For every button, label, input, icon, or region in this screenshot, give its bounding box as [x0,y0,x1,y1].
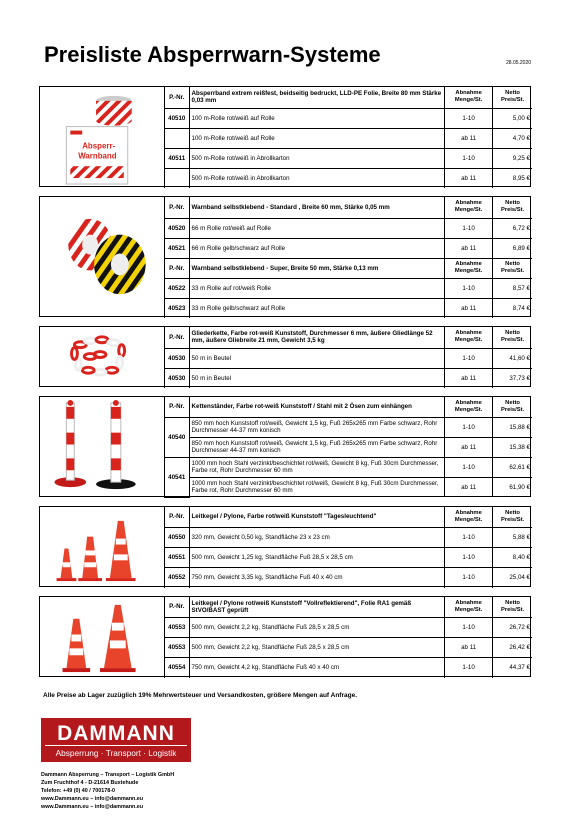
section-warning-tape [39,196,531,317]
logo-tagline: Absperrung · Transport · Logistik [55,748,177,758]
section-reflective-pylons [39,596,531,677]
table-row [165,148,533,168]
svg-text:Absperr-: Absperr- [82,141,116,151]
table-row [165,457,533,477]
price: 41,60 € [493,348,532,368]
pylons-image [40,507,164,586]
header-desc: Leitkegel / Pylone, Farbe rot/weiß Kunststoff "Tagesleuchtend" [189,507,445,527]
header-desc: Warnband selbstklebend - Super, Breite 50 mm, Stärke 0,13 mm [189,258,445,278]
header-nr: P.-Nr. [165,507,190,527]
price-table [164,597,532,678]
quantity: 1-10 [445,657,493,678]
price: 26,42 € [493,637,532,657]
product-number: 40554 [165,657,190,678]
quantity: 1-10 [445,617,493,637]
header-nr: P.-Nr. [165,327,190,348]
header-netto: Netto Preis/St. [493,397,532,417]
header-abnahme: Abnahme Menge/St. [445,597,493,617]
contact-phone: Telefon: +49 (0) 40 / 700178-0 [41,788,116,794]
price: 9,25 € [493,148,532,168]
header-abnahme: Abnahme Menge/St. [445,197,493,218]
quantity: ab 11 [445,238,493,258]
price: 15,38 € [493,437,532,457]
table-header-row [165,87,533,108]
header-desc: Kettenständer, Farbe rot-weiß Kunststoff / Stahl mit 2 Ösen zum einhängen [189,397,445,417]
header-abnahme: Abnahme Menge/St. [445,327,493,348]
table-row [165,637,533,657]
header-nr: P.-Nr. [165,397,190,417]
table-row [165,298,533,318]
header-desc: Absperrband extrem reißfest, beidseitig bedruckt, LLD-PE Folie, Breite 80 mm Stärke 0,03 mm [189,87,445,108]
price: 8,57 € [493,278,532,298]
product-number: 40550 [165,527,190,547]
header-netto: Netto Preis/St. [493,597,532,617]
table-row [165,168,533,188]
header-nr: P.-Nr. [165,597,190,617]
product-number: 40511 [165,148,190,168]
product-desc: 33 m Rolle gelb/schwarz auf Rolle [189,298,445,318]
plastic-chain-image [40,327,164,386]
header-netto: Netto Preis/St. [493,258,532,278]
product-image-cell [40,87,165,186]
product-number: 40520 [165,218,190,238]
table-row [165,657,533,678]
product-number: 40530 [165,368,190,388]
contact-web-link[interactable]: www.Dammann.eu – info@dammann.eu [41,796,144,802]
table-header-row [165,597,533,617]
table-row [165,348,533,368]
product-number: 40510 [165,108,190,128]
header-desc: Leitkegel / Pylone rot/weiß Kunststoff "Vollreflektierend", Folie RA1 gemäß StVO/BAST geprüft [189,597,445,617]
price-table [164,397,532,498]
section-barrier-tape [39,86,531,187]
product-number: 40553 [165,617,190,637]
table-row [165,437,533,457]
product-desc: 33 m Rolle auf rot/weiß Rolle [189,278,445,298]
section-pylons [39,506,531,587]
header-desc: Gliederkette, Farbe rot-weiß Kunststoff, Durchmesser 6 mm, äußere Gliedlänge 52 mm, äußere Gliebreite 21 mm, Gewicht 3,5 kg [189,327,445,348]
product-desc: 66 m Rolle gelb/schwarz auf Rolle [189,238,445,258]
product-image-cell [40,327,165,386]
product-desc: 66 m Rolle rot/weiß auf Rolle [189,218,445,238]
section-plastic-chain [39,326,531,387]
price: 8,95 € [493,168,532,188]
quantity: ab 11 [445,437,493,457]
product-desc: 750 mm, Gewicht 3,35 kg, Standfläche Fuß 40 x 40 cm [189,567,445,588]
product-desc: 1000 mm hoch Stahl verzinkt/beschichtet rot/weiß, Gewicht 8 kg, Fuß 30cm Durchmesser, Farbe rot, Rohr Durchmesser 60 mm [189,477,445,497]
price: 4,70 € [493,128,532,148]
price: 5,00 € [493,108,532,128]
product-image-cell [40,597,165,676]
header-abnahme: Abnahme Menge/St. [445,507,493,527]
price-table [164,327,532,388]
quantity: 1-10 [445,218,493,238]
table-row [165,417,533,437]
price-table [164,507,532,588]
table-row [165,477,533,497]
product-desc: 100 m-Rolle rot/weiß auf Rolle [189,108,445,128]
quantity: ab 11 [445,128,493,148]
logo-divider [45,745,187,746]
product-image-cell [40,507,165,586]
header-desc: Warnband selbstklebend - Standard , Breite 60 mm, Stärke 0,05 mm [189,197,445,218]
product-number: 40530 [165,348,190,368]
product-desc: 1000 mm hoch Stahl verzinkt/beschichtet rot/weiß, Gewicht 8 kg, Fuß 30cm Durchmesser, Farbe rot, Rohr Durchmesser 60 mm [189,457,445,477]
product-number: 40540 [165,417,190,457]
contact-block [41,771,174,811]
price: 6,72 € [493,218,532,238]
header-abnahme: Abnahme Menge/St. [445,87,493,108]
product-desc: 50 m in Beutel [189,348,445,368]
header-abnahme: Abnahme Menge/St. [445,258,493,278]
product-number: 40522 [165,278,190,298]
table-row [165,278,533,298]
product-number: 40523 [165,298,190,318]
product-desc: 100 m-Rolle rot/weiß auf Rolle [189,128,445,148]
header-netto: Netto Preis/St. [493,197,532,218]
product-desc: 320 mm, Gewicht 0,50 kg, Standfläche 23 x 23 cm [189,527,445,547]
price: 6,89 € [493,238,532,258]
price: 5,88 € [493,527,532,547]
product-desc: 850 mm hoch Kunststoff rot/weiß, Gewicht 1,5 kg, Fuß 265x265 mm Farbe schwarz, Rohr Durchmesser 44-37 mm konisch [189,437,445,457]
company-logo [41,718,191,762]
product-number [165,168,190,188]
table-row [165,547,533,567]
quantity: 1-10 [445,148,493,168]
footer-note: Alle Preise ab Lager zuzüglich 19% Mehrwertsteuer und Versandkosten, größere Mengen auf Anfrage. [43,692,358,699]
price: 8,74 € [493,298,532,318]
table-row [165,527,533,547]
table-header-row [165,258,533,278]
table-header-row [165,507,533,527]
reflective-pylons-image [40,597,164,676]
table-header-row [165,397,533,417]
table-row [165,567,533,588]
header-netto: Netto Preis/St. [493,507,532,527]
header-netto: Netto Preis/St. [493,87,532,108]
table-header-row [165,197,533,218]
product-desc: 500 m-Rolle rot/weiß in Abrollkarton [189,148,445,168]
product-desc: 500 m-Rolle rot/weiß in Abrollkarton [189,168,445,188]
table-row [165,108,533,128]
quantity: 1-10 [445,457,493,477]
price: 25,04 € [493,567,532,588]
quantity: 1-10 [445,527,493,547]
warning-tape-rolls-image [40,197,164,316]
price: 44,37 € [493,657,532,678]
contact-address: Zum Fruchthof 4 - D-21614 Buxtehude [41,780,139,786]
quantity: 1-10 [445,567,493,588]
table-row [165,617,533,637]
header-nr: P.-Nr. [165,87,190,108]
product-desc: 500 mm, Gewicht 2,2 kg, Standfläche Fuß 28,5 x 28,5 cm [189,617,445,637]
header-abnahme: Abnahme Menge/St. [445,397,493,417]
quantity: ab 11 [445,477,493,497]
product-number: 40521 [165,238,190,258]
price: 8,40 € [493,547,532,567]
product-number: 40553 [165,637,190,657]
table-row [165,128,533,148]
quantity: 1-10 [445,278,493,298]
product-desc: 500 mm, Gewicht 2,2 kg, Standfläche Fuß 28,5 x 28,5 cm [189,637,445,657]
logo-name: DAMMANN [57,722,175,745]
quantity: 1-10 [445,108,493,128]
price: 62,61 € [493,457,532,477]
quantity: 1-10 [445,348,493,368]
page-title: Preisliste Absperrwarn-Systeme [44,42,381,67]
product-desc: 750 mm, Gewicht 4,2 kg, Standfläche Fuß 40 x 40 cm [189,657,445,678]
barrier-tape-roll-image [40,87,164,186]
product-number [165,128,190,148]
price: 15,88 € [493,417,532,437]
header-netto: Netto Preis/St. [493,327,532,348]
quantity: 1-10 [445,417,493,437]
price: 61,90 € [493,477,532,497]
product-number: 40552 [165,567,190,588]
svg-text:Warnband: Warnband [78,151,117,161]
table-row [165,368,533,388]
header-nr: P.-Nr. [165,197,190,218]
product-desc: 50 m in Beutel [189,368,445,388]
quantity: ab 11 [445,168,493,188]
price-table [164,87,532,188]
chain-stands-image [40,397,164,496]
price: 37,73 € [493,368,532,388]
quantity: ab 11 [445,637,493,657]
quantity: 1-10 [445,547,493,567]
table-row [165,218,533,238]
product-number: 40551 [165,547,190,567]
contact-company: Dammann Absperrung – Transport – Logistik GmbH [41,772,175,778]
price: 26,72 € [493,617,532,637]
header-nr: P.-Nr. [165,258,190,278]
price-table [164,197,532,318]
table-row [165,238,533,258]
quantity: ab 11 [445,368,493,388]
product-image-cell [40,397,165,496]
section-chain-stands [39,396,531,497]
table-header-row [165,327,533,348]
contact-web-link[interactable]: www.Dammann.eu – info@dammann.eu [41,804,144,810]
date: 28.05.2020 [506,60,532,66]
product-image-cell [40,197,165,316]
quantity: ab 11 [445,298,493,318]
product-number: 40541 [165,457,190,497]
product-desc: 500 mm, Gewicht 1,25 kg, Standfläche Fuß 28,5 x 28,5 cm [189,547,445,567]
product-desc: 850 mm hoch Kunststoff rot/weiß, Gewicht 1,5 kg, Fuß 265x265 mm Farbe schwarz, Rohr Durchmesser 44-37 mm konisch [189,417,445,437]
